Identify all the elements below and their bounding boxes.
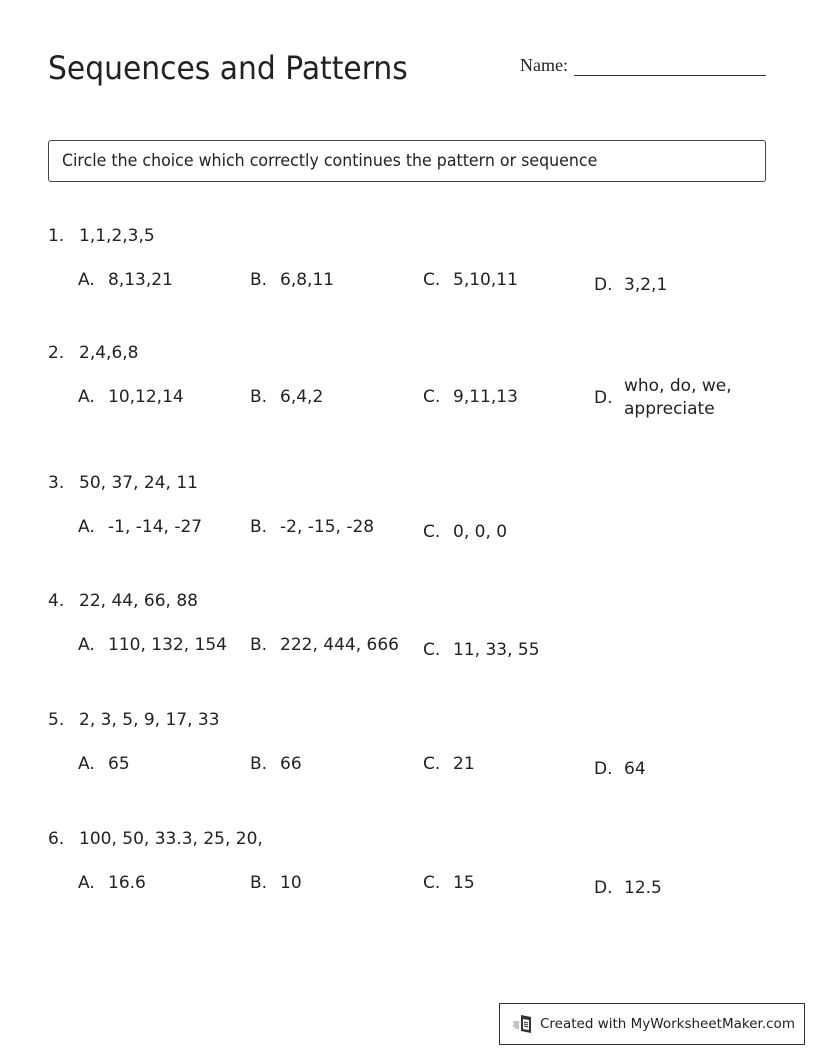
question-stem [48,590,768,612]
choice-letter: B. [250,387,268,407]
choice-letter: A. [78,635,95,655]
choice-b[interactable] [250,634,399,656]
choice-text: 16.6 [108,873,146,893]
choice-text: 11, 33, 55 [453,640,540,660]
choice-letter: D. [594,878,613,898]
question-sequence: 100, 50, 33.3, 25, 20, [79,829,263,849]
choice-letter: A. [78,270,95,290]
choice-letter: A. [78,873,95,893]
instructions-text: Circle the choice which correctly continues the pattern or sequence [62,151,598,171]
choice-d[interactable] [594,274,667,296]
choice-letter: B. [250,754,268,774]
choice-d[interactable] [594,877,662,899]
choice-letter: B. [250,873,268,893]
choice-c[interactable] [423,753,475,775]
choice-text: 3,2,1 [624,275,668,295]
choice-a[interactable] [78,269,173,291]
name-field [520,53,766,76]
question-number: 6. [48,829,65,849]
choice-letter: D. [594,275,613,295]
choice-a[interactable] [78,516,202,538]
name-label: Name: [520,55,568,75]
choice-b[interactable] [250,872,302,894]
question-number: 1. [48,226,65,246]
choice-text: 6,4,2 [280,387,324,407]
choice-letter: A. [78,517,95,537]
choice-text: 65 [108,754,130,774]
choice-text: -1, -14, -27 [108,517,203,537]
choice-letter: D. [594,388,613,408]
choice-letter: C. [423,387,441,407]
question-1 [48,225,768,319]
choice-letter: B. [250,270,268,290]
choice-text: 5,10,11 [453,270,518,290]
choices [48,753,768,803]
question-stem [48,828,768,850]
choices [48,872,768,922]
instructions-box [48,140,766,182]
question-sequence: 2, 3, 5, 9, 17, 33 [79,710,220,730]
question-sequence: 2,4,6,8 [79,343,139,363]
question-sequence: 22, 44, 66, 88 [79,591,198,611]
choice-d[interactable] [594,758,646,780]
choice-a[interactable] [78,634,227,656]
question-stem [48,472,768,494]
choice-text: 222, 444, 666 [280,635,399,655]
choice-text: 10 [280,873,302,893]
question-sequence: 1,1,2,3,5 [79,226,155,246]
choice-text: 12.5 [624,878,662,898]
page-title: Sequences and Patterns [48,49,408,87]
question-number: 2. [48,343,65,363]
footer-credit[interactable] [499,1003,805,1045]
choice-letter: C. [423,270,441,290]
question-number: 5. [48,710,65,730]
choice-letter: B. [250,517,268,537]
choice-text: 9,11,13 [453,387,518,407]
choice-d[interactable] [594,375,754,421]
question-stem [48,225,768,247]
choice-b[interactable] [250,516,374,538]
choice-letter: C. [423,640,441,660]
question-5 [48,709,768,803]
choice-b[interactable] [250,269,334,291]
choice-b[interactable] [250,753,302,775]
choice-c[interactable] [423,386,518,408]
choice-b[interactable] [250,386,323,408]
name-blank-line[interactable] [574,53,766,76]
choice-c[interactable] [423,269,518,291]
choice-text: who, do, we, appreciate [624,376,732,419]
choice-text: 110, 132, 154 [108,635,227,655]
choice-text: 21 [453,754,475,774]
choice-letter: C. [423,873,441,893]
choice-text: 64 [624,759,646,779]
question-number: 3. [48,473,65,493]
choice-text: 6,8,11 [280,270,335,290]
question-number: 4. [48,591,65,611]
choice-text: 66 [280,754,302,774]
choice-text: 15 [453,873,475,893]
choice-text: -2, -15, -28 [280,517,375,537]
choice-letter: A. [78,754,95,774]
choices [48,376,768,436]
choices [48,269,768,319]
question-3 [48,472,768,566]
question-6 [48,828,768,922]
choice-a[interactable] [78,872,146,894]
choice-text: 8,13,21 [108,270,173,290]
question-4 [48,590,768,684]
choice-a[interactable] [78,386,184,408]
worksheet-maker-logo-icon [512,1013,534,1035]
choice-letter: B. [250,635,268,655]
choices [48,634,768,684]
choice-letter: A. [78,387,95,407]
choice-text: 0, 0, 0 [453,522,508,542]
choice-text: 10,12,14 [108,387,184,407]
choice-c[interactable] [423,872,475,894]
choices [48,516,768,566]
choice-c[interactable] [423,521,507,543]
choice-letter: C. [423,522,441,542]
choice-c[interactable] [423,639,540,661]
question-stem [48,342,768,364]
choice-letter: C. [423,754,441,774]
choice-a[interactable] [78,753,130,775]
question-stem [48,709,768,731]
question-sequence: 50, 37, 24, 11 [79,473,198,493]
footer-text: Created with MyWorksheetMaker.com [540,1016,795,1032]
question-2 [48,342,768,436]
choice-letter: D. [594,759,613,779]
